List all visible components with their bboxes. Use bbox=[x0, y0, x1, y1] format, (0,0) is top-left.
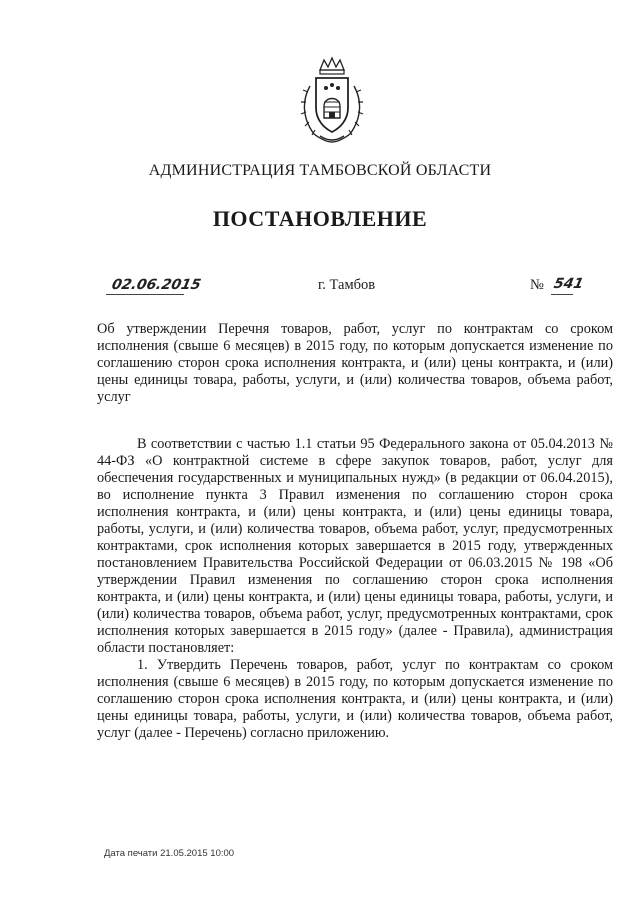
number-underline bbox=[551, 294, 573, 295]
organization-name: АДМИНИСТРАЦИЯ ТАМБОВСКОЙ ОБЛАСТИ bbox=[148, 162, 492, 179]
tambov-coat-of-arms-icon bbox=[298, 56, 366, 144]
date-underline bbox=[106, 294, 184, 295]
document-body bbox=[97, 436, 613, 742]
document-subject: Об утверждении Перечня товаров, работ, услуг по контрактам со сроком исполнения (свыше 6 месяцев) в 2015 году, по которым допускается изменение по соглашению сторон срока исполнения контракта, и (или) цены контракта, и (или) цены единицы товара, работы, услуги, и (или) количества товаров, объема работ, услуг bbox=[97, 321, 613, 405]
handwritten-document-number: 541 bbox=[552, 276, 585, 292]
preamble-paragraph: В соответствии с частью 1.1 статьи 95 Федерального закона от 05.04.2013 № 44-ФЗ «О контрактной системе в сфере закупок товаров, работ, услуг для обеспечения государственных и муниципальных нужд» (в редакции от 06.04.2015), во исполнение пункта 3 Правил изменения по соглашению сторон срока исполнения контракта, и (или) цены контракта, и (или) цены единицы товара, работы, услуги, и (или) количества товаров, объема работ, услуг, предусмотренных контрактами, срок исполнения которых завершается в 2015 году, утвержденных постановлением Правительства Российской Федерации от 06.03.2015 № 198 «Об утверждении Правил изменения по соглашению сторон срока исполнения контракта, и (или) цены контракта, и (или) цены единицы товара, работы, услуги, и (или) количества товаров, объема работ, услуг, предусмотренных контрактами, срок исполнения которых завершается в 2015 году» (далее - Правила), администрация области постановляет: bbox=[97, 436, 613, 656]
handwritten-date: 02.06.2015 bbox=[110, 277, 203, 293]
decree-item-1: 1. Утвердить Перечень товаров, работ, услуг по контрактам со сроком исполнения (свыше 6 месяцев) в 2015 году, по которым допускается изменение по соглашению сторон срока исполнения контракта, и (или) цены контракта, и (или) цены единицы товара, работы, услуги, и (или) количества товаров, объема работ, услуг (далее - Перечень) согласно приложению. bbox=[97, 657, 613, 741]
document-type-title: ПОСТАНОВЛЕНИЕ bbox=[212, 206, 428, 231]
city-name: г. Тамбов bbox=[318, 277, 376, 293]
document-number-prefix: № bbox=[530, 277, 544, 293]
print-date-footer: Дата печати 21.05.2015 10:00 bbox=[104, 848, 235, 859]
